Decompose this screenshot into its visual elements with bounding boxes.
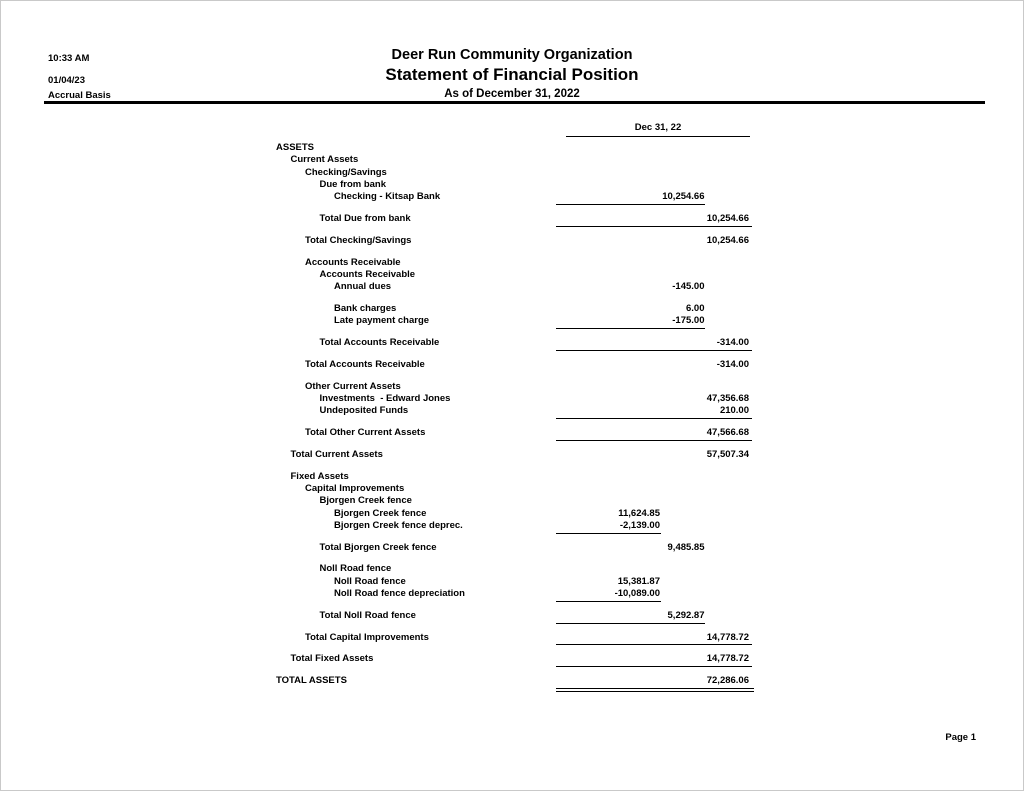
report-time: 10:33 AM [48, 53, 90, 64]
account-label: Total Other Current Assets [305, 427, 426, 439]
account-amount: 10,254.66 [662, 191, 705, 203]
account-amount: -2,139.00 [619, 519, 660, 531]
account-amount: 47,356.68 [706, 392, 749, 404]
report-row [44, 520, 756, 532]
account-label: Noll Road fence [334, 575, 406, 587]
report-row [44, 471, 756, 483]
report-row [44, 359, 756, 371]
account-label: Bank charges [334, 302, 397, 314]
subtotal-rule [556, 666, 752, 667]
account-amount: 15,381.87 [617, 575, 660, 587]
account-amount: 72,286.06 [706, 675, 749, 687]
report-row [44, 213, 756, 225]
account-label: Checking/Savings [305, 166, 387, 178]
accounting-basis: Accrual Basis [48, 90, 111, 101]
account-label: Investments - Edward Jones [319, 392, 451, 404]
report-row [44, 381, 756, 393]
subtotal-rule [556, 601, 661, 602]
account-label: Total Fixed Assets [290, 653, 374, 665]
report-rows [44, 142, 756, 688]
account-amount: -145.00 [672, 281, 705, 293]
subtotal-rule [556, 418, 752, 419]
account-label: Total Accounts Receivable [305, 358, 425, 370]
account-label: Due from bank [319, 178, 387, 190]
report-row [44, 508, 756, 520]
report-row [44, 167, 756, 179]
account-amount: 210.00 [719, 405, 749, 417]
report-row [44, 449, 756, 461]
account-label: Capital Improvements [305, 482, 405, 494]
account-label: Noll Road fence [319, 563, 392, 575]
report-row [44, 542, 756, 554]
report-row [44, 269, 756, 281]
report-row [44, 257, 756, 269]
account-label: Undeposited Funds [319, 405, 409, 417]
account-label: Current Assets [290, 154, 359, 166]
report-row [44, 393, 756, 405]
account-label: Bjorgen Creek fence [334, 507, 427, 519]
account-label: Total Checking/Savings [305, 234, 412, 246]
account-label: TOTAL ASSETS [276, 675, 347, 687]
report-row [44, 588, 756, 600]
account-amount: 9,485.85 [667, 541, 705, 553]
account-label: Noll Road fence depreciation [334, 588, 465, 600]
report-row [44, 179, 756, 191]
account-label: Bjorgen Creek fence [319, 495, 412, 507]
subtotal-rule [556, 623, 705, 624]
account-label: Accounts Receivable [305, 256, 401, 268]
account-label: Total Noll Road fence [319, 609, 416, 621]
report-row [44, 563, 756, 575]
account-amount: 11,624.85 [618, 507, 660, 519]
account-label: ASSETS [276, 142, 315, 153]
account-label: Late payment charge [334, 315, 430, 327]
account-amount: 57,507.34 [706, 448, 749, 460]
report-row [44, 576, 756, 588]
account-amount: -314.00 [716, 337, 749, 349]
report-row [44, 405, 756, 417]
account-label: Bjorgen Creek fence deprec. [334, 519, 463, 531]
account-label: Total Capital Improvements [305, 631, 429, 643]
account-amount: -175.00 [672, 315, 705, 327]
report-row [44, 483, 756, 495]
report-row [44, 303, 756, 315]
report-row [44, 427, 756, 439]
account-label: Total Current Assets [290, 448, 383, 460]
grand-total-double-rule [556, 688, 754, 692]
report-row [44, 191, 756, 203]
account-label: Annual dues [334, 281, 392, 293]
subtotal-rule [556, 644, 752, 645]
subtotal-rule [556, 226, 752, 227]
account-label: Other Current Assets [305, 380, 401, 392]
report-date: 01/04/23 [48, 75, 85, 86]
subtotal-rule [556, 204, 705, 205]
subtotal-rule [556, 440, 752, 441]
report-body [44, 122, 756, 688]
account-label: Total Bjorgen Creek fence [319, 541, 437, 553]
subtotal-rule [556, 350, 752, 351]
subtotal-rule [556, 533, 661, 534]
report-subtitle: As of December 31, 2022 [444, 88, 580, 100]
report-row [44, 653, 756, 665]
organization-name: Deer Run Community Organization [391, 47, 633, 63]
page-number: Page 1 [945, 732, 976, 743]
account-amount: -10,089.00 [614, 588, 660, 600]
report-row [44, 315, 756, 327]
report-row [44, 154, 756, 166]
report-row [44, 675, 756, 687]
report-row [44, 337, 756, 349]
report-row [44, 235, 756, 247]
report-row [44, 142, 756, 154]
column-header-date: Dec 31, 22 [566, 122, 750, 137]
account-amount: 10,254.66 [706, 234, 749, 246]
subtotal-rule [556, 328, 705, 329]
account-label: Total Accounts Receivable [319, 337, 440, 349]
account-amount: 47,566.68 [706, 427, 749, 439]
account-label: Total Due from bank [319, 212, 411, 224]
report-row [44, 610, 756, 622]
report-row [44, 495, 756, 507]
column-header-row [44, 122, 756, 137]
account-amount: -314.00 [716, 358, 749, 370]
account-amount: 5,292.87 [667, 609, 705, 621]
account-amount: 6.00 [686, 302, 705, 314]
account-label: Accounts Receivable [319, 268, 416, 280]
report-row [44, 281, 756, 293]
account-label: Checking - Kitsap Bank [334, 191, 441, 203]
account-amount: 10,254.66 [706, 212, 749, 224]
account-amount: 14,778.72 [706, 631, 749, 643]
account-label: Fixed Assets [290, 470, 349, 482]
header-divider [44, 101, 985, 104]
report-row [44, 632, 756, 644]
report-title: Statement of Financial Position [385, 65, 639, 84]
account-amount: 14,778.72 [706, 653, 749, 665]
